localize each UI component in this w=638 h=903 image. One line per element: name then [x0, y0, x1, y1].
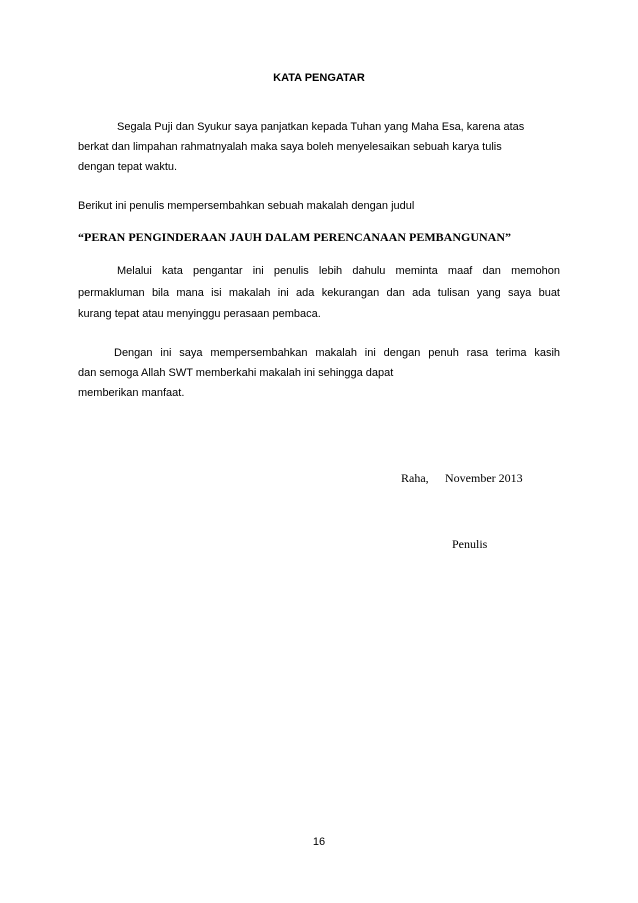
paragraph-4-line-2: dan semoga Allah SWT memberkahi makalah ini sehingga dapat	[78, 367, 394, 379]
paragraph-3-line-2: permakluman bila mana isi makalah ini ada kekurangan dan ada tulisan yang saya buat	[78, 287, 560, 299]
page-number: 16	[312, 836, 326, 848]
paragraph-1-line-2: berkat dan limpahan rahmatnyalah maka saya boleh menyelesaikan sebuah karya tulis	[78, 141, 502, 153]
signature-author: Penulis	[452, 537, 488, 551]
paragraph-1-line-3: dengan tepat waktu.	[78, 161, 178, 173]
paper-title: “PERAN PENGINDERAAN JAUH DALAM PERENCANAAN PEMBANGUNAN”	[78, 230, 511, 244]
signature-place: Raha,	[401, 471, 429, 485]
paragraph-2-line-1: Berikut ini penulis mempersembahkan sebuah makalah dengan judul	[78, 200, 415, 212]
paragraph-3-line-3: kurang tepat atau menyinggu perasaan pembaca.	[78, 308, 321, 320]
paragraph-4-line-1: Dengan ini saya mempersembahkan makalah ini dengan penuh rasa terima kasih	[114, 347, 560, 359]
paragraph-4-line-3: memberikan manfaat.	[78, 387, 185, 399]
page-title: KATA PENGATAR	[273, 72, 365, 84]
paragraph-1-line-1: Segala Puji dan Syukur saya panjatkan kepada Tuhan yang Maha Esa, karena atas	[117, 121, 525, 133]
paragraph-3-line-1: Melalui kata pengantar ini penulis lebih dahulu meminta maaf dan memohon	[117, 265, 560, 277]
signature-date: November 2013	[445, 471, 523, 485]
